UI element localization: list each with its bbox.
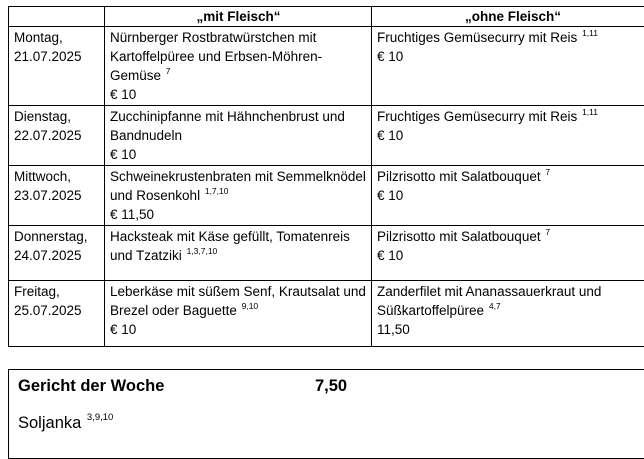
meat-dish: Nürnberger Rostbratwürstchen mit Kartoffelpüree und Erbsen-Möhren-Gemüse: [110, 30, 322, 83]
weekly-menu-table: [8, 6, 644, 347]
dish-of-the-week-title: Gericht der Woche: [18, 377, 164, 396]
dish-of-the-week-dish: [18, 414, 113, 433]
day-date: 24.07.2025: [14, 248, 82, 263]
dish-of-the-week-name: Soljanka: [18, 414, 81, 432]
veg-allergens: 7: [545, 227, 550, 237]
day-date: 23.07.2025: [14, 188, 82, 203]
veg-price: € 10: [377, 246, 644, 265]
meat-allergens: 7: [166, 66, 171, 76]
meat-price: € 10: [110, 145, 367, 164]
meat-allergens: 9,10: [242, 301, 259, 311]
day-date: 21.07.2025: [14, 49, 82, 64]
day-date: 22.07.2025: [14, 128, 82, 143]
day-cell: [9, 106, 105, 166]
meat-cell: [105, 281, 372, 347]
day-name: Montag,: [14, 30, 63, 45]
veg-allergens: 1,11: [582, 28, 598, 38]
veg-dish: Fruchtiges Gemüsecurry mit Reis: [377, 109, 577, 124]
veg-cell: [372, 166, 644, 226]
meat-cell: [105, 106, 372, 166]
veg-cell: [372, 281, 644, 347]
day-name: Freitag,: [14, 284, 60, 299]
veg-cell: [372, 106, 644, 166]
veg-price: € 10: [377, 126, 644, 145]
meat-dish: Hacksteak mit Käse gefüllt, Tomatenreis und Tzatziki: [110, 229, 350, 263]
veg-dish: Pilzrisotto mit Salatbouquet: [377, 169, 541, 184]
veg-dish: Zanderfilet mit Ananassauerkraut und Süßkartoffelpüree: [377, 284, 601, 318]
day-cell: [9, 27, 105, 106]
meat-cell: [105, 226, 372, 281]
header-with-meat: „mit Fleisch“: [105, 7, 372, 27]
veg-cell: [372, 27, 644, 106]
veg-cell: [372, 226, 644, 281]
day-name: Donnerstag,: [14, 229, 88, 244]
table-row: [9, 226, 644, 281]
meat-cell: [105, 27, 372, 106]
veg-allergens: 1,11: [582, 107, 598, 117]
veg-price: € 10: [377, 47, 644, 66]
header-without-meat: „ohne Fleisch“: [372, 7, 644, 27]
day-cell: [9, 281, 105, 347]
meat-price: € 11,50: [110, 205, 367, 224]
meat-allergens: 1,7,10: [205, 186, 229, 196]
meat-allergens: 1,3,7,10: [187, 246, 218, 256]
veg-allergens: 7: [545, 167, 550, 177]
table-row: [9, 27, 644, 106]
veg-dish: Fruchtiges Gemüsecurry mit Reis: [377, 30, 577, 45]
table-row: [9, 106, 644, 166]
day-name: Dienstag,: [14, 109, 71, 124]
meat-dish: Leberkäse mit süßem Senf, Krautsalat und Brezel oder Baguette: [110, 284, 366, 318]
header-day: [9, 7, 105, 27]
day-cell: [9, 166, 105, 226]
table-row: [9, 281, 644, 347]
table-row: [9, 166, 644, 226]
veg-price: € 10: [377, 186, 644, 205]
day-cell: [9, 226, 105, 281]
meat-dish: Zucchinipfanne mit Hähnchenbrust und Bandnudeln: [110, 109, 345, 143]
veg-dish: Pilzrisotto mit Salatbouquet: [377, 229, 541, 244]
meat-dish: Schweinekrustenbraten mit Semmelknödel und Rosenkohl: [110, 169, 366, 203]
meat-price: € 10: [110, 85, 367, 104]
day-name: Mittwoch,: [14, 169, 71, 184]
veg-price: 11,50: [377, 320, 644, 339]
meat-cell: [105, 166, 372, 226]
dish-of-the-week-box: [8, 369, 644, 459]
meat-price: € 10: [110, 320, 367, 339]
dish-of-the-week-price: 7,50: [315, 377, 347, 396]
table-header-row: [9, 7, 644, 27]
dish-of-the-week-allergens: 3,9,10: [87, 412, 113, 423]
veg-allergens: 4,7: [489, 301, 501, 311]
day-date: 25.07.2025: [14, 303, 82, 318]
